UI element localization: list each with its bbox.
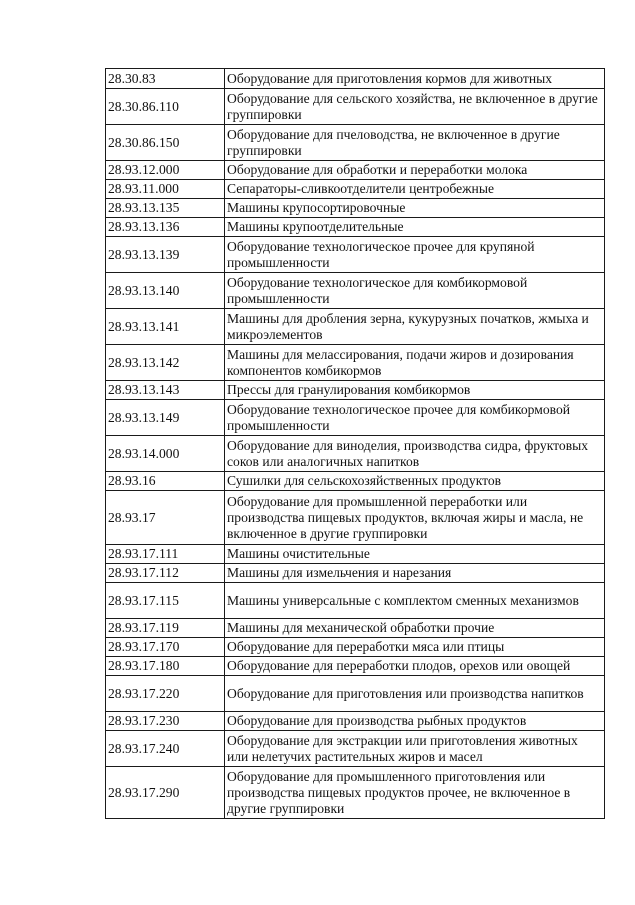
table-row — [106, 619, 605, 638]
description-cell: Оборудование технологическое для комбикормовой промышленности — [225, 273, 605, 309]
description-cell: Оборудование для переработки плодов, орехов или овощей — [225, 657, 605, 676]
table-row — [106, 564, 605, 583]
table-row — [106, 69, 605, 89]
table-row — [106, 545, 605, 564]
description-cell: Оборудование для промышленной переработки или производства пищевых продуктов, включая жиры и масла, не включенное в другие группировки — [225, 491, 605, 545]
code-cell: 28.93.17.111 — [106, 545, 225, 564]
classification-table — [105, 68, 605, 819]
description-cell: Машины для мелассирования, подачи жиров и дозирования компонентов комбикормов — [225, 345, 605, 381]
table-row — [106, 345, 605, 381]
code-cell: 28.93.17.240 — [106, 731, 225, 767]
description-cell: Оборудование для приготовления или производства напитков — [225, 676, 605, 712]
description-cell: Оборудование технологическое прочее для крупяной промышленности — [225, 237, 605, 273]
description-cell: Сепараторы-сливкоотделители центробежные — [225, 180, 605, 199]
description-cell: Машины для измельчения и нарезания — [225, 564, 605, 583]
description-cell: Машины универсальные с комплектом сменных механизмов — [225, 583, 605, 619]
code-cell: 28.30.86.150 — [106, 125, 225, 161]
code-cell: 28.93.13.141 — [106, 309, 225, 345]
description-cell: Машины для дробления зерна, кукурузных початков, жмыха и микроэлементов — [225, 309, 605, 345]
description-cell: Оборудование для пчеловодства, не включенное в другие группировки — [225, 125, 605, 161]
table-row — [106, 89, 605, 125]
code-cell: 28.93.17.180 — [106, 657, 225, 676]
description-cell: Машины очистительные — [225, 545, 605, 564]
table-row — [106, 472, 605, 491]
code-cell: 28.93.17.220 — [106, 676, 225, 712]
table-row — [106, 638, 605, 657]
description-cell: Оборудование для переработки мяса или птицы — [225, 638, 605, 657]
table-row — [106, 381, 605, 400]
code-cell: 28.93.17.170 — [106, 638, 225, 657]
table-row — [106, 125, 605, 161]
description-cell: Оборудование для производства рыбных продуктов — [225, 712, 605, 731]
code-cell: 28.93.17.290 — [106, 767, 225, 819]
code-cell: 28.93.12.000 — [106, 161, 225, 180]
table-row — [106, 199, 605, 218]
code-cell: 28.93.13.135 — [106, 199, 225, 218]
code-cell: 28.93.13.149 — [106, 400, 225, 436]
table-row — [106, 309, 605, 345]
code-cell: 28.93.16 — [106, 472, 225, 491]
table-row — [106, 491, 605, 545]
table-row — [106, 712, 605, 731]
code-cell: 28.93.11.000 — [106, 180, 225, 199]
code-cell: 28.93.13.136 — [106, 218, 225, 237]
table-row — [106, 676, 605, 712]
description-cell: Машины для механической обработки прочие — [225, 619, 605, 638]
table-body — [106, 69, 605, 819]
description-cell: Прессы для гранулирования комбикормов — [225, 381, 605, 400]
description-cell: Сушилки для сельскохозяйственных продуктов — [225, 472, 605, 491]
description-cell: Оборудование для обработки и переработки молока — [225, 161, 605, 180]
table-row — [106, 436, 605, 472]
code-cell: 28.93.14.000 — [106, 436, 225, 472]
code-cell: 28.30.86.110 — [106, 89, 225, 125]
code-cell: 28.30.83 — [106, 69, 225, 89]
code-cell: 28.93.13.142 — [106, 345, 225, 381]
table-row — [106, 731, 605, 767]
table-row — [106, 400, 605, 436]
description-cell: Оборудование для виноделия, производства сидра, фруктовых соков или аналогичных напитков — [225, 436, 605, 472]
description-cell: Оборудование технологическое прочее для комбикормовой промышленности — [225, 400, 605, 436]
code-cell: 28.93.17.119 — [106, 619, 225, 638]
table-row — [106, 767, 605, 819]
description-cell: Оборудование для экстракции или приготовления животных или нелетучих растительных жиров и масел — [225, 731, 605, 767]
table-row — [106, 657, 605, 676]
code-cell: 28.93.13.140 — [106, 273, 225, 309]
description-cell: Оборудование для сельского хозяйства, не включенное в другие группировки — [225, 89, 605, 125]
description-cell: Машины крупоотделительные — [225, 218, 605, 237]
table-row — [106, 180, 605, 199]
code-cell: 28.93.17.115 — [106, 583, 225, 619]
code-cell: 28.93.17 — [106, 491, 225, 545]
code-cell: 28.93.17.230 — [106, 712, 225, 731]
code-cell: 28.93.13.143 — [106, 381, 225, 400]
code-cell: 28.93.13.139 — [106, 237, 225, 273]
table-row — [106, 237, 605, 273]
code-cell: 28.93.17.112 — [106, 564, 225, 583]
table-row — [106, 218, 605, 237]
table-row — [106, 583, 605, 619]
description-cell: Машины крупосортировочные — [225, 199, 605, 218]
table-row — [106, 161, 605, 180]
description-cell: Оборудование для промышленного приготовления или производства пищевых продуктов прочее, не включенное в другие группировки — [225, 767, 605, 819]
description-cell: Оборудование для приготовления кормов для животных — [225, 69, 605, 89]
table-row — [106, 273, 605, 309]
